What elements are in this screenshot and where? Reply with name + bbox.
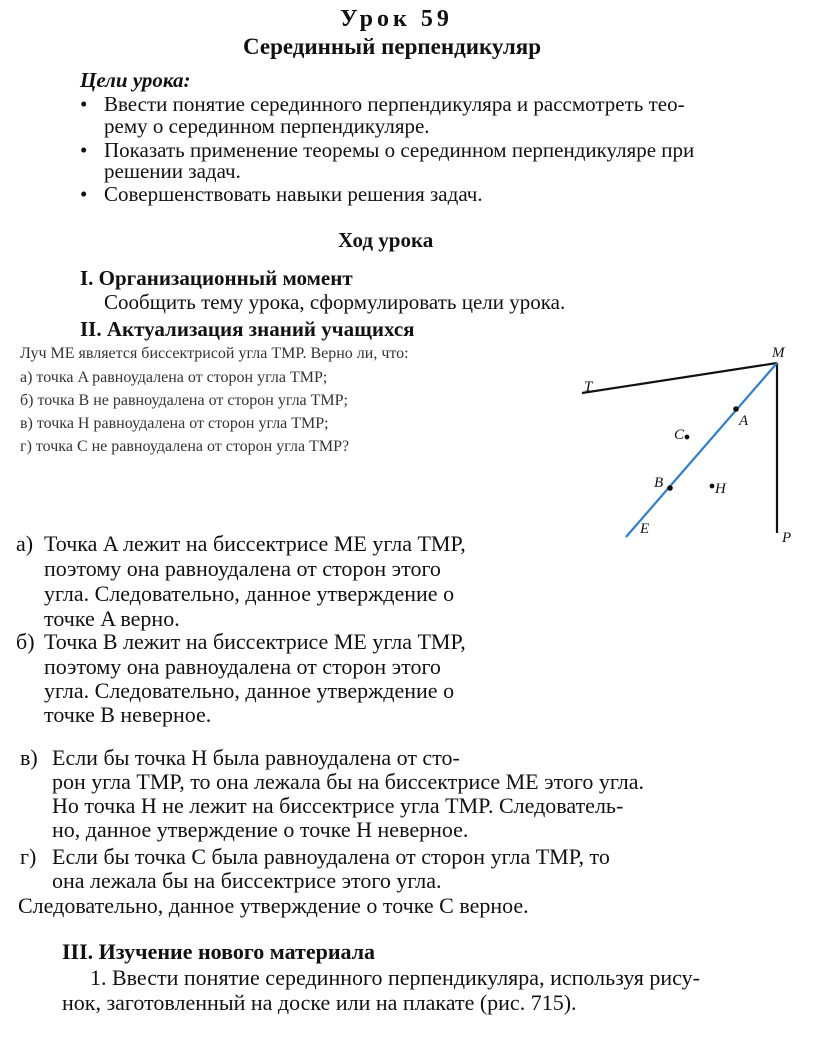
point-c bbox=[685, 435, 690, 440]
answer-marker: г) bbox=[20, 844, 37, 869]
answer-line: Если бы точка C была равноудалена от сторон угла TMP, то bbox=[52, 844, 610, 869]
point-b bbox=[667, 485, 673, 491]
bisector-figure bbox=[560, 335, 810, 560]
question-item: в) точка H равноудалена от сторон угла TMP; bbox=[20, 415, 329, 432]
answer-line: рон угла TMP, то она лежала бы на биссектрисе ME этого угла. bbox=[52, 769, 645, 794]
section3-title: III. Изучение нового материала bbox=[62, 939, 376, 964]
answer-line: Но точка H не лежит на биссектрисе угла TMP. Следователь- bbox=[52, 793, 624, 818]
goal-item-cont: рему о серединном перпендикуляре. bbox=[104, 114, 430, 138]
point-h bbox=[710, 484, 715, 489]
goals-title: Цели урока: bbox=[80, 68, 191, 92]
label-e: E bbox=[640, 521, 650, 537]
label-m: M bbox=[772, 345, 785, 361]
answer-line: поэтому она равноудалена от сторон этого bbox=[44, 556, 441, 581]
question-item: а) точка A равноудалена от сторон угла TMP; bbox=[20, 369, 328, 386]
question-item: б) точка B не равноудалена от сторон угла TMP; bbox=[20, 392, 348, 409]
answer-line: точке B неверное. bbox=[44, 702, 212, 727]
label-h: H bbox=[715, 481, 726, 497]
answer-line: Точка A лежит на биссектрисе ME угла TMP, bbox=[44, 531, 466, 556]
answer-marker: а) bbox=[16, 531, 34, 556]
bisector-me-line bbox=[626, 363, 777, 537]
answer-line: она лежала бы на биссектрисе этого угла. bbox=[52, 868, 442, 893]
answer-line: точке A верно. bbox=[44, 606, 180, 631]
section1-text: Сообщить тему урока, сформулировать цели урока. bbox=[104, 290, 566, 314]
label-c: C bbox=[674, 427, 685, 443]
answer-line: поэтому она равноудалена от сторон этого bbox=[44, 654, 441, 679]
answer-line: угла. Следовательно, данное утверждение о bbox=[44, 581, 455, 606]
section3-line: 1. Ввести понятие серединного перпендикуляра, используя рису- bbox=[90, 965, 700, 990]
section1-title: I. Организационный момент bbox=[80, 266, 353, 290]
point-a bbox=[733, 406, 739, 412]
answer-marker: в) bbox=[20, 745, 38, 770]
answer-line: Если бы точка H была равноудалена от сто- bbox=[52, 745, 460, 770]
answer-marker: б) bbox=[16, 629, 35, 654]
lesson-number: Урок 59 bbox=[340, 6, 453, 32]
answer-conclusion: Следовательно, данное утверждение о точке C верное. bbox=[18, 893, 529, 918]
section2-title: II. Актуализация знаний учащихся bbox=[80, 317, 415, 341]
lesson-topic: Серединный перпендикуляр bbox=[243, 34, 541, 59]
answer-line: но, данное утверждение о точке H неверное. bbox=[52, 817, 469, 842]
question-item: г) точка C не равноудалена от сторон угла TMP? bbox=[20, 438, 350, 455]
answer-line: угла. Следовательно, данное утверждение о bbox=[44, 678, 455, 703]
label-a: A bbox=[739, 413, 749, 429]
label-b: B bbox=[654, 475, 664, 491]
goal-item: • Совершенствовать навыки решения задач. bbox=[104, 182, 483, 206]
goal-item-cont: решении задач. bbox=[104, 159, 241, 183]
side-mt-line bbox=[582, 363, 777, 393]
label-t: T bbox=[584, 379, 593, 395]
course-title: Ход урока bbox=[338, 228, 434, 252]
label-p: P bbox=[782, 530, 792, 546]
goal-item: • Ввести понятие серединного перпендикуляра и рассмотреть тео- bbox=[104, 92, 685, 116]
goal-item: • Показать применение теоремы о серединном перпендикуляре при bbox=[104, 138, 694, 162]
answer-line: Точка B лежит на биссектрисе ME угла TMP, bbox=[44, 629, 466, 654]
section3-line: нок, заготовленный на доске или на плакате (рис. 715). bbox=[62, 990, 577, 1015]
question-intro: Луч ME является биссектрисой угла TMP. Верно ли, что: bbox=[20, 345, 409, 362]
